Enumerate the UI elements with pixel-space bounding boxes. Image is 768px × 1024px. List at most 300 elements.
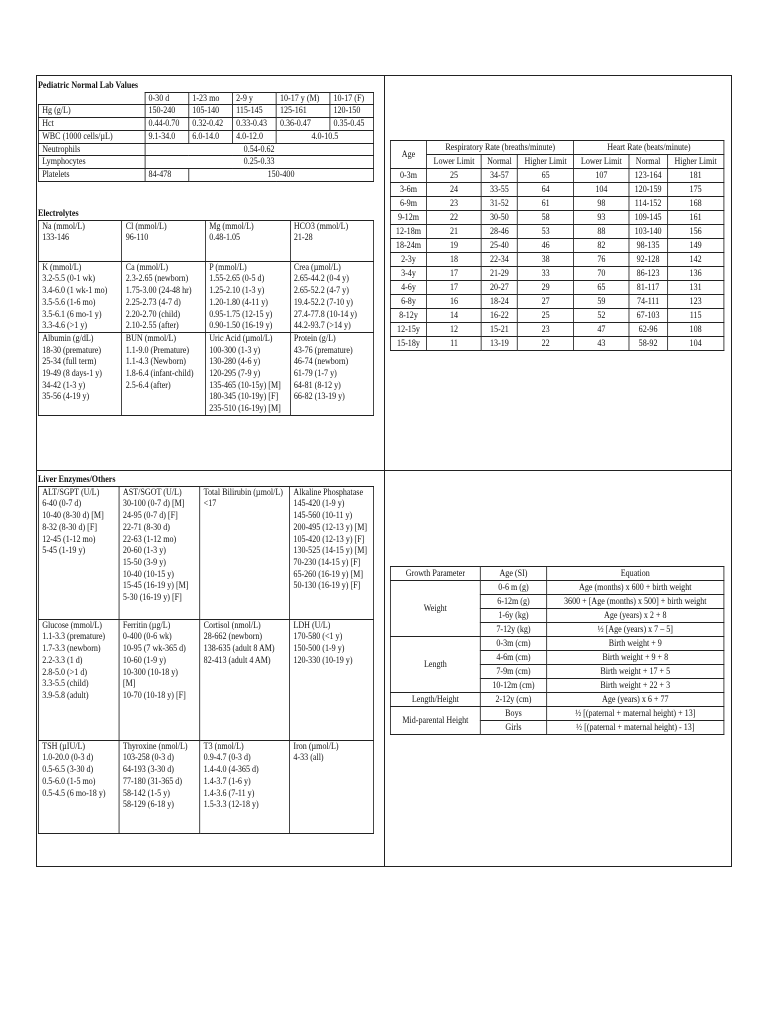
- cell-line: 0.9-4.7 (0-3 d): [203, 752, 251, 764]
- cell-line: 2.10-2.55 (after): [125, 320, 179, 332]
- horizontal-divider: [36, 470, 732, 471]
- cell-line: 34-42 (1-3 y): [42, 379, 86, 391]
- cell-line: 180-345 (10-19y) [F]: [209, 391, 279, 403]
- electrolyte-cell: [290, 332, 374, 415]
- cell-line: 3.2-5.5 (0-1 wk): [42, 273, 96, 285]
- table-row: [390, 707, 723, 721]
- value-cell: 120-150: [330, 105, 374, 118]
- electrolytes-title: Electrolytes: [38, 208, 79, 219]
- rate-cell: 31-52: [482, 197, 518, 211]
- electrolyte-cell: [122, 332, 206, 415]
- vitals-body: [390, 169, 723, 351]
- rate-cell: 82: [574, 239, 629, 253]
- growth-equation: Age (years) x 6 + 77: [547, 693, 724, 707]
- cell-line: 2.20-2.70 (child): [125, 308, 181, 320]
- cell-line: 58-142 (1-5 y): [122, 787, 170, 799]
- growth-equation: Birth weight + 9: [547, 637, 724, 651]
- age-cell: 9-12m: [390, 211, 426, 225]
- cell-line: 3.5-5.6 (1-6 mo): [42, 296, 96, 308]
- cell-line: 2.8-5.0 (>1 d): [42, 666, 88, 678]
- cell-title: P (mmol/L): [209, 261, 247, 273]
- rate-cell: 81-117: [629, 281, 667, 295]
- age-header: 10-17 y (M): [276, 92, 330, 105]
- electrolyte-cell: [205, 220, 290, 261]
- cell-line: 43-76 (premature): [293, 344, 353, 356]
- cell-line: 5-45 (1-19 y): [42, 545, 86, 557]
- rate-cell: 175: [667, 183, 724, 197]
- age-cell: 12-18m: [390, 225, 426, 239]
- growth-param: Weight: [390, 581, 480, 637]
- value-cell: 6.0-14.0: [189, 130, 233, 143]
- value-cell: 115-145: [232, 105, 276, 118]
- growth-section: [390, 566, 724, 735]
- growth-equation: ½ [Age (years) x 7 – 5]: [547, 623, 724, 637]
- liver-cell: [119, 740, 200, 833]
- sub-header: Higher Limit: [517, 155, 574, 169]
- cell-line: 1.0-20.0 (0-3 d): [42, 752, 94, 764]
- table-row: [390, 169, 723, 183]
- growth-age: 1-6y (kg): [480, 609, 546, 623]
- rate-cell: 131: [667, 281, 724, 295]
- rate-cell: 25: [427, 169, 482, 183]
- cell-line: 100-300 (1-3 y): [209, 344, 261, 356]
- cell-line: 18-30 (premature): [42, 344, 102, 356]
- cell-line: 70-230 (14-15 y) [F]: [293, 556, 361, 568]
- rate-cell: 161: [667, 211, 724, 225]
- row-label: Platelets: [38, 168, 144, 181]
- cell-line: 0.95-1.75 (12-15 y): [209, 308, 273, 320]
- table-row: [38, 130, 373, 143]
- rate-cell: 62-96: [629, 323, 667, 337]
- age-cell: 3-6m: [390, 183, 426, 197]
- cell-line: 77-180 (31-365 d): [122, 775, 183, 787]
- growth-equation: Age (years) x 2 + 8: [547, 609, 724, 623]
- rate-cell: 67-103: [629, 309, 667, 323]
- rate-cell: 22: [517, 337, 574, 351]
- value-cell: 4.0-10.5: [276, 130, 373, 143]
- table-row: [390, 281, 723, 295]
- cell-title: ALT/SGPT (U/L): [42, 486, 100, 498]
- electrolyte-cell: [205, 261, 290, 332]
- cell-line: 19-49 (8 days-1 y): [42, 368, 102, 380]
- cell-line: 1.7-3.3 (newborn): [42, 643, 101, 655]
- table-row: [38, 332, 373, 415]
- cell-line: 120-330 (10-19 y): [293, 654, 353, 666]
- cell-title: Thyroxine (nmol/L): [122, 740, 188, 752]
- cell-line: 64-81 (8-12 y): [293, 379, 341, 391]
- rate-cell: 20-27: [482, 281, 518, 295]
- cell-line: 25-34 (full term): [42, 356, 97, 368]
- cell-line: 15-50 (3-9 y): [122, 556, 166, 568]
- liver-cell: [38, 486, 119, 619]
- rate-cell: 181: [667, 169, 724, 183]
- liver-cell: [38, 619, 119, 740]
- rate-cell: 53: [517, 225, 574, 239]
- cell-line: 30-100 (0-7 d) [M]: [122, 498, 185, 510]
- cell-line: 1.20-1.80 (4-11 y): [209, 296, 269, 308]
- value-cell: 150-400: [189, 168, 374, 181]
- cell-line: 10-70 (10-18 y) [F]: [122, 689, 186, 701]
- row-label: WBC (1000 cells/µL): [38, 130, 144, 143]
- cell-title: Total Bilirubin (µmol/L): [203, 486, 283, 498]
- cell-line: 1.4-3.7 (1-6 y): [203, 775, 251, 787]
- rate-cell: 58: [517, 211, 574, 225]
- resp-header: Respiratory Rate (breaths/minute): [427, 141, 574, 155]
- value-cell: 0.35-0.45: [330, 118, 374, 131]
- cell-line: 61-79 (1-7 y): [293, 368, 337, 380]
- table-row: [390, 295, 723, 309]
- table-row: [38, 486, 373, 619]
- value-cell: 0.36-0.47: [276, 118, 330, 131]
- table-row: [390, 309, 723, 323]
- growth-age: 6-12m (g): [480, 595, 546, 609]
- cell-line: 2.5-6.4 (after): [125, 379, 171, 391]
- rate-cell: 27: [517, 295, 574, 309]
- cell-line: 6-40 (0-7 d): [42, 498, 82, 510]
- rate-cell: 28-46: [482, 225, 518, 239]
- rate-cell: 98: [574, 197, 629, 211]
- electrolyte-cell: [38, 220, 122, 261]
- rate-cell: 23: [427, 197, 482, 211]
- cell-line: 2.65-52.2 (4-7 y): [293, 285, 349, 297]
- table-row: [390, 253, 723, 267]
- rate-cell: 16-22: [482, 309, 518, 323]
- rate-cell: 65: [517, 169, 574, 183]
- rate-cell: 109-145: [629, 211, 667, 225]
- age-cell: 6-8y: [390, 295, 426, 309]
- cell-line: 0.5-6.0 (1-5 mo): [42, 775, 96, 787]
- rate-cell: 104: [574, 183, 629, 197]
- rate-cell: 15-21: [482, 323, 518, 337]
- rate-cell: 19: [427, 239, 482, 253]
- table-row: [390, 693, 723, 707]
- value-cell: 84-478: [145, 168, 189, 181]
- cell-line: 2.25-2.73 (4-7 d): [125, 296, 181, 308]
- vitals-subheader-row: [390, 155, 723, 169]
- electrolyte-cell: [205, 332, 290, 415]
- growth-equation: Birth weight + 17 + 5: [547, 665, 724, 679]
- cell-line: 2.3-2.65 (newborn): [125, 273, 189, 285]
- growth-age: 2-12y (cm): [480, 693, 546, 707]
- rate-cell: 33: [517, 267, 574, 281]
- table-row: [390, 323, 723, 337]
- normal-lab-title: Pediatric Normal Lab Values: [38, 80, 139, 91]
- age-cell: 2-3y: [390, 253, 426, 267]
- electrolyte-cell: [122, 261, 206, 332]
- rate-cell: 74-111: [629, 295, 667, 309]
- growth-header: Equation: [547, 567, 724, 581]
- liver-cell: [200, 740, 290, 833]
- cell-line: 10-60 (1-9 y): [122, 654, 166, 666]
- electrolyte-cell: [38, 332, 122, 415]
- table-row: [390, 183, 723, 197]
- cell-line: 200-495 (12-13 y) [M]: [293, 521, 368, 533]
- rate-cell: 33-55: [482, 183, 518, 197]
- age-col-header: Age: [390, 141, 426, 169]
- cell-title: K (mmol/L): [42, 261, 82, 273]
- cell-title: T3 (nmol/L): [203, 740, 244, 752]
- age-header: 0-30 d: [145, 92, 189, 105]
- cell-line: 1.8-6.4 (infant-child): [125, 368, 194, 380]
- cell-title: Alkaline Phosphatase: [293, 486, 364, 498]
- cell-line: 133-146: [42, 232, 70, 244]
- cell-title: BUN (mmol/L): [125, 332, 177, 344]
- sub-header: Higher Limit: [667, 155, 724, 169]
- rate-cell: 92-128: [629, 253, 667, 267]
- cell-line: 65-260 (16-19 y) [M]: [293, 568, 364, 580]
- cell-line: 1.1-9.0 (Premature): [125, 344, 190, 356]
- cell-line: 1.55-2.65 (0-5 d): [209, 273, 265, 285]
- table-row: [38, 168, 373, 181]
- cell-line: 0.90-1.50 (16-19 y): [209, 320, 273, 332]
- liver-table: [38, 486, 374, 834]
- rate-cell: 17: [427, 267, 482, 281]
- value-cell: 0.33-0.43: [232, 118, 276, 131]
- vertical-divider: [384, 75, 385, 867]
- age-header: 10-17 (F): [330, 92, 374, 105]
- cell-line: 22-63 (1-12 mo): [122, 533, 177, 545]
- value-cell: 105-140: [189, 105, 233, 118]
- rate-cell: 70: [574, 267, 629, 281]
- growth-header-row: [390, 567, 723, 581]
- cell-title: Albumin (g/dL): [42, 332, 94, 344]
- age-cell: 18-24m: [390, 239, 426, 253]
- cell-line: 150-500 (1-9 y): [293, 643, 345, 655]
- rate-cell: 115: [667, 309, 724, 323]
- cell-line: 96-110: [125, 232, 149, 244]
- growth-age: 7-12y (kg): [480, 623, 546, 637]
- cell-line: 21-28: [293, 232, 313, 244]
- cell-title: Uric Acid (µmol/L): [209, 332, 273, 344]
- growth-age: Boys: [480, 707, 546, 721]
- cell-line: 10-40 (8-30 d) [M]: [42, 510, 104, 522]
- cell-line: 170-580 (<1 y): [293, 631, 343, 643]
- cell-title: Glucose (mmol/L): [42, 619, 102, 631]
- rate-cell: 114-152: [629, 197, 667, 211]
- table-row: [390, 197, 723, 211]
- rate-cell: 21: [427, 225, 482, 239]
- rate-cell: 22: [427, 211, 482, 225]
- age-cell: 8-12y: [390, 309, 426, 323]
- rate-cell: 123: [667, 295, 724, 309]
- electrolyte-cell: [122, 220, 206, 261]
- table-row: [38, 261, 373, 332]
- rate-cell: 24: [427, 183, 482, 197]
- rate-cell: 21-29: [482, 267, 518, 281]
- rate-cell: 12: [427, 323, 482, 337]
- cell-line: 3.4-6.0 (1 wk-1 mo): [42, 285, 108, 297]
- cell-line: 235-510 (16-19y) [M]: [209, 403, 281, 415]
- liver-cell: [119, 486, 200, 619]
- cell-line: 12-45 (1-12 mo): [42, 533, 96, 545]
- cell-line: 2.65-44.2 (0-4 y): [293, 273, 349, 285]
- cell-line: 145-420 (1-9 y): [293, 498, 345, 510]
- rate-cell: 34-57: [482, 169, 518, 183]
- electrolytes-section: [38, 208, 374, 416]
- liver-cell: [119, 619, 200, 740]
- cell-line: 82-413 (adult 4 AM): [203, 654, 271, 666]
- rate-cell: 30-50: [482, 211, 518, 225]
- liver-cell: [200, 486, 290, 619]
- age-cell: 6-9m: [390, 197, 426, 211]
- cell-title: HCO3 (mmol/L): [293, 220, 349, 232]
- rate-cell: 123-164: [629, 169, 667, 183]
- table-row: [390, 581, 723, 595]
- rate-cell: 47: [574, 323, 629, 337]
- electrolyte-cell: [38, 261, 122, 332]
- electrolyte-cell: [290, 261, 374, 332]
- liver-cell: [290, 619, 374, 740]
- cell-line: 1.1-3.3 (premature): [42, 631, 106, 643]
- rate-cell: 76: [574, 253, 629, 267]
- rate-cell: 25: [517, 309, 574, 323]
- value-cell: 0.32-0.42: [189, 118, 233, 131]
- rate-cell: 17: [427, 281, 482, 295]
- growth-equation: 3600 + [Age (months) x 500] + birth weight: [547, 595, 724, 609]
- rate-cell: 23: [517, 323, 574, 337]
- cell-title: Cl (mmol/L): [125, 220, 167, 232]
- liver-title: Liver Enzymes/Others: [38, 474, 116, 485]
- table-row: [390, 637, 723, 651]
- cell-title: Crea (µmol/L): [293, 261, 341, 273]
- cell-line: 10-95 (7 wk-365 d): [122, 643, 186, 655]
- growth-equation: ½ [(paternal + maternal height) + 13]: [547, 707, 724, 721]
- table-row: [390, 239, 723, 253]
- growth-age: 7-9m (cm): [480, 665, 546, 679]
- rate-cell: 108: [667, 323, 724, 337]
- table-row: [390, 267, 723, 281]
- liver-cell: [290, 740, 374, 833]
- cell-title: AST/SGOT (U/L): [122, 486, 182, 498]
- growth-header: Growth Parameter: [390, 567, 480, 581]
- row-label: Hg (g/L): [38, 105, 144, 118]
- rate-cell: 38: [517, 253, 574, 267]
- cell-line: 130-525 (14-15 y) [M]: [293, 545, 368, 557]
- value-cell: 0.44-0.70: [145, 118, 189, 131]
- cell-line: 19.4-52.2 (7-10 y): [293, 296, 353, 308]
- rate-cell: 103-140: [629, 225, 667, 239]
- cell-line: 3.9-5.8 (adult): [42, 689, 89, 701]
- cell-line: 3.5-6.1 (6 mo-1 y): [42, 308, 102, 320]
- age-cell: 4-6y: [390, 281, 426, 295]
- rate-cell: 58-92: [629, 337, 667, 351]
- cell-line: 1.5-3.3 (12-18 y): [203, 799, 259, 811]
- electrolytes-table: [38, 220, 374, 416]
- growth-header: Age (SI): [480, 567, 546, 581]
- table-row: [38, 740, 373, 833]
- cell-line: <17: [203, 498, 217, 510]
- growth-age: 10-12m (cm): [480, 679, 546, 693]
- rate-cell: 142: [667, 253, 724, 267]
- age-cell: 3-4y: [390, 267, 426, 281]
- rate-cell: 11: [427, 337, 482, 351]
- value-cell: 9.1-34.0: [145, 130, 189, 143]
- cell-title: Protein (g/L): [293, 332, 336, 344]
- age-header: 1-23 mo: [189, 92, 233, 105]
- cell-line: 8-32 (8-30 d) [F]: [42, 521, 98, 533]
- liver-cell: [38, 740, 119, 833]
- table-row: [38, 220, 373, 261]
- cell-line: 0.5-6.5 (3-30 d): [42, 764, 94, 776]
- value-cell: 4.0-12.0: [232, 130, 276, 143]
- rate-cell: 64: [517, 183, 574, 197]
- cell-line: 0.48-1.05: [209, 232, 241, 244]
- table-row: [390, 337, 723, 351]
- cell-line: 10-40 (10-15 y): [122, 568, 174, 580]
- cell-line: 0-400 (0-6 wk): [122, 631, 172, 643]
- rate-cell: 25-40: [482, 239, 518, 253]
- cell-title: Iron (µmol/L): [293, 740, 339, 752]
- cell-title: Ca (mmol/L): [125, 261, 169, 273]
- table-row: [38, 619, 373, 740]
- cell-line: 20-60 (1-3 y): [122, 545, 166, 557]
- cell-line: 46-74 (newborn): [293, 356, 349, 368]
- age-header: 2-9 y: [232, 92, 276, 105]
- cell-line: 135-465 (10-15y) [M]: [209, 379, 281, 391]
- rate-cell: 52: [574, 309, 629, 323]
- rate-cell: 18: [427, 253, 482, 267]
- value-cell: 0.25-0.33: [145, 156, 374, 169]
- growth-age: 0-3m (cm): [480, 637, 546, 651]
- rate-cell: 65: [574, 281, 629, 295]
- row-label: Lymphocytes: [38, 156, 144, 169]
- cell-line: [M]: [122, 678, 136, 690]
- cell-line: 1.4-4.0 (4-365 d): [203, 764, 259, 776]
- cell-line: 35-56 (4-19 y): [42, 391, 90, 403]
- growth-age: 4-6m (cm): [480, 651, 546, 665]
- cell-line: 145-560 (10-11 y): [293, 510, 353, 522]
- cell-title: TSH (µIU/L): [42, 740, 86, 752]
- liver-cell: [290, 486, 374, 619]
- rate-cell: 93: [574, 211, 629, 225]
- cell-line: 103-258 (0-3 d): [122, 752, 174, 764]
- sub-header: Lower Limit: [574, 155, 629, 169]
- cell-line: 22-71 (8-30 d): [122, 521, 170, 533]
- table-row: [38, 143, 373, 156]
- rate-cell: 88: [574, 225, 629, 239]
- age-header-row: [38, 92, 373, 105]
- growth-equation: Birth weight + 22 + 3: [547, 679, 724, 693]
- growth-age: 0-6 m (g): [480, 581, 546, 595]
- sub-header: Normal: [629, 155, 667, 169]
- rate-cell: 136: [667, 267, 724, 281]
- cell-line: 120-295 (7-9 y): [209, 368, 261, 380]
- cell-line: 2.2-3.3 (1 d): [42, 654, 83, 666]
- cell-line: 1.75-3.00 (24-48 hr): [125, 285, 192, 297]
- rate-cell: 61: [517, 197, 574, 211]
- liver-cell: [200, 619, 290, 740]
- rate-cell: 104: [667, 337, 724, 351]
- age-cell: 0-3m: [390, 169, 426, 183]
- rate-cell: 156: [667, 225, 724, 239]
- age-cell: 12-15y: [390, 323, 426, 337]
- cell-line: 3.3-5.5 (child): [42, 678, 89, 690]
- sub-header: Normal: [482, 155, 518, 169]
- vitals-table: [390, 140, 724, 351]
- cell-title: Cortisol (nmol/L): [203, 619, 261, 631]
- vitals-section: [390, 140, 724, 351]
- rate-cell: 86-123: [629, 267, 667, 281]
- rate-cell: 120-159: [629, 183, 667, 197]
- growth-equation: Birth weight + 9 + 8: [547, 651, 724, 665]
- table-row: [390, 225, 723, 239]
- electrolyte-cell: [290, 220, 374, 261]
- cell-line: 105-420 (12-13 y) [F]: [293, 533, 365, 545]
- rate-cell: 29: [517, 281, 574, 295]
- growth-param: Length: [390, 637, 480, 693]
- cell-line: 50-130 (16-19 y) [F]: [293, 580, 361, 592]
- cell-title: Ferritin (µg/L): [122, 619, 171, 631]
